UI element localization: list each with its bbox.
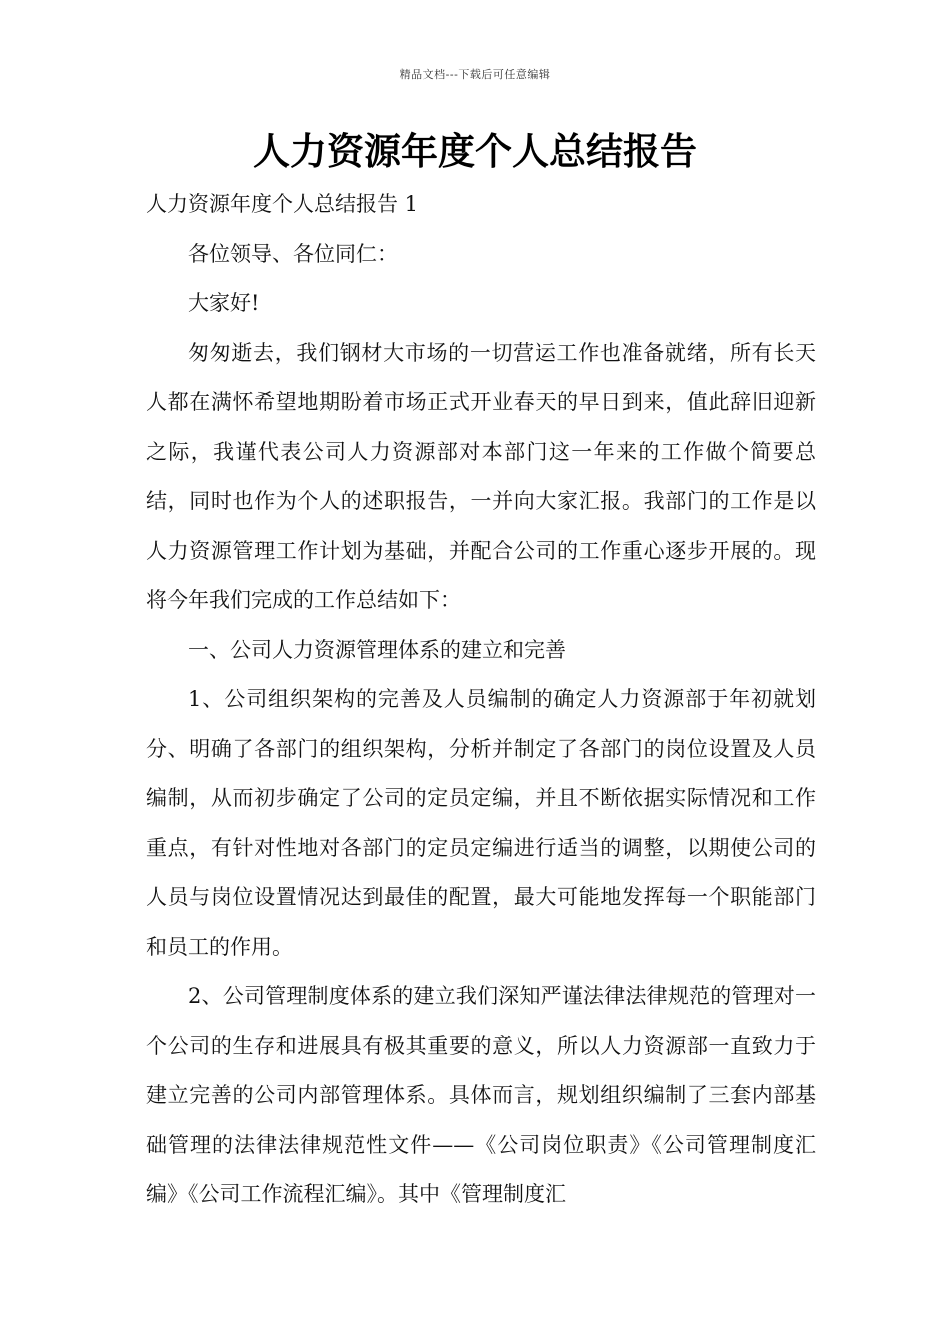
paragraph-item-1: 1、公司组织架构的完善及人员编制的确定人力资源部于年初就划分、明确了各部门的组织架构，分析并制定了各部门的岗位设置及人员编制，从而初步确定了公司的定员定编，并且不断依据实际情况和工作重点，有针对性地对各部门的定员定编进行适当的调整，以期使公司的人员与岗位设置情况达到最佳的配置，最大可能地发挥每一个职能部门和员工的作用。 xyxy=(146,687,816,959)
paragraph-item-2: 2、公司管理制度体系的建立我们深知严谨法律法律规范的管理对一个公司的生存和进展具有极其重要的意义，所以人力资源部一直致力于建立完善的公司内部管理体系。具体而言，规划组织编制了三套内部基础管理的法律法律规范性文件——《公司岗位职责》《公司管理制度汇编》《公司工作流程汇编》。其中《管理制度汇 xyxy=(146,984,816,1206)
section-heading-1: 一、公司人力资源管理体系的建立和完善 xyxy=(188,637,566,662)
paragraph-introduction: 匆匆逝去，我们钢材大市场的一切营运工作也准备就绪，所有长天人都在满怀希望地期盼着市场正式开业春天的早日到来，值此辞旧迎新之际，我谨代表公司人力资源部对本部门这一年来的工作做个简要总结，同时也作为个人的述职报告，一并向大家汇报。我部门的工作是以人力资源管理工作计划为基础，并配合公司的工作重心逐步开展的。现将今年我们完成的工作总结如下： xyxy=(146,340,816,612)
document-body xyxy=(146,180,816,1220)
paragraph-salutation: 各位领导、各位同仁： xyxy=(188,241,398,266)
document-title: 人力资源年度个人总结报告 xyxy=(253,130,697,173)
paragraph-greeting: 大家好! xyxy=(188,291,260,315)
header-note: 精品文档---下载后可任意编辑 xyxy=(399,68,551,81)
paragraph-subtitle: 人力资源年度个人总结报告 1 xyxy=(146,192,419,216)
